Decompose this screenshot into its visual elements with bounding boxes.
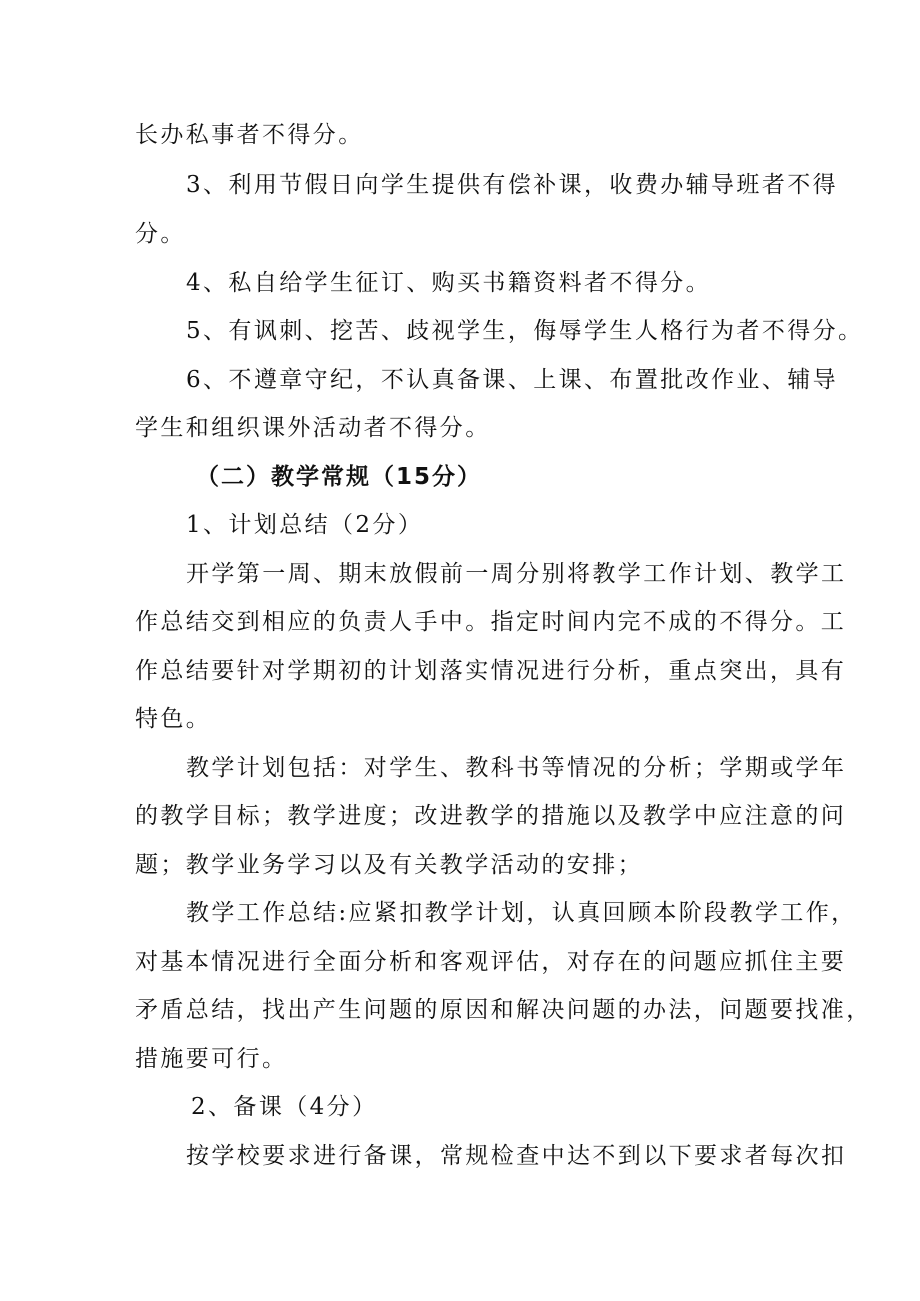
text-line: 矛盾总结，找出产生问题的原因和解决问题的办法，问题要找准， — [135, 997, 872, 1023]
subsection-heading: 1、计划总结（2分） — [186, 512, 424, 538]
text-line: 3、利用节假日向学生提供有偿补课，收费办辅导班者不得 — [186, 172, 839, 198]
text-line: 长办私事者不得分。 — [135, 122, 364, 148]
text-line: 教学工作总结:应紧扣教学计划，认真回顾本阶段教学工作， — [186, 900, 857, 926]
text-line: 作总结交到相应的负责人手中。指定时间内完不成的不得分。工 — [135, 609, 847, 635]
text-line: 教学计划包括：对学生、教科书等情况的分析；学期或学年 — [186, 755, 847, 781]
subsection-heading: 2、备课（4分） — [191, 1094, 378, 1120]
text-line: 措施要可行。 — [135, 1046, 288, 1072]
text-line: 4、私自给学生征订、购买书籍资料者不得分。 — [186, 270, 712, 296]
text-line: 学生和组织课外活动者不得分。 — [135, 415, 491, 441]
text-line: 开学第一周、期末放假前一周分别将教学工作计划、教学工 — [186, 561, 847, 587]
text-line: 作总结要针对学期初的计划落实情况进行分析，重点突出，具有 — [135, 658, 847, 684]
text-line: 特色。 — [135, 706, 212, 732]
text-line: 分。 — [135, 221, 186, 247]
text-line: 5、有讽刺、挖苦、歧视学生，侮辱学生人格行为者不得分。 — [186, 318, 864, 344]
text-line: 6、不遵章守纪，不认真备课、上课、布置批改作业、辅导 — [186, 367, 839, 393]
text-line: 题；教学业务学习以及有关教学活动的安排； — [135, 852, 643, 878]
text-line: 的教学目标；教学进度；改进教学的措施以及教学中应注意的问 — [135, 803, 847, 829]
text-line: 对基本情况进行全面分析和客观评估，对存在的问题应抓住主要 — [135, 949, 847, 975]
text-line: 按学校要求进行备课，常规检查中达不到以下要求者每次扣 — [186, 1143, 847, 1169]
section-heading: （二）教学常规（15分） — [196, 464, 483, 490]
